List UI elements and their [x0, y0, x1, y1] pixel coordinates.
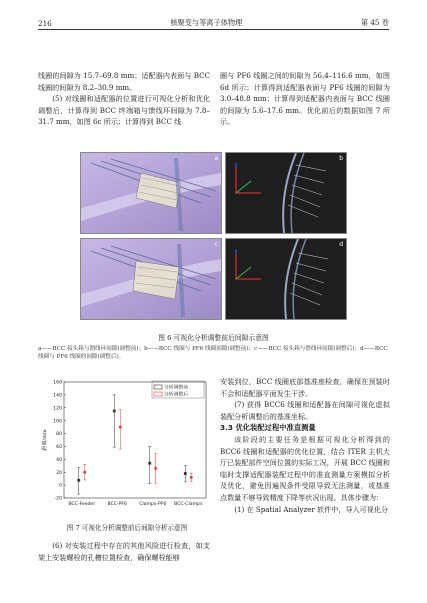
paragraph: (5) 对线圈和适配器的位置进行可视化分析和优化调整后，计算得到 BCC 终端箱与馈线环间隙为 7.8–31.7 mm，如图 6c 所示；计算得到 BCC 线 [38, 94, 210, 127]
y-tick-label: 40 [56, 457, 62, 463]
figure-panel-d [225, 238, 347, 320]
panel-label: d [339, 241, 343, 248]
cad-render-b [226, 153, 346, 233]
paragraph: 该阶段的主要任务是根据可视化分析得到的 BCC6 线圈和适配器的优化位置，结合 ITER 主机大厅已装配部件空间位置的实际工况，开展 BCC 线圈和临时支撑适配器装配过程中的准直测量方案模拟分析及优化，避免因遍视条件受限导致无法测量，或基准点数量不够导致精度下降等状况出现。具体步骤为： [220, 434, 390, 502]
x-tick-label: BCC-Clamps [174, 502, 203, 507]
paragraph: 线圈的间隙为 15.7–69.8 mm；适配器内表面与 BCC 线圈的间隙为 8.2–30.9 mm。 [38, 71, 210, 92]
running-header [38, 14, 389, 28]
y-tick-label: 0 [59, 483, 62, 489]
paragraph: (7) 获得 BCC6 线圈和适配器在间隙可视化虚拟装配分析调整后的基准坐标。 [220, 400, 390, 421]
y-tick-label: 60 [56, 445, 62, 451]
y-tick-label: 20 [56, 470, 62, 476]
data-point [119, 426, 122, 429]
journal-title: 核聚变与等离子体物理 [170, 18, 243, 27]
section-heading: 3.3 优化装配过程中准直测量 [220, 423, 316, 433]
figure-6-subcaption: a——BCC 接头箱与馈线环间隙(调整前)；b——BCC 线圈与 PF6 线圈间隙(调整前)；c——BCC 接头箱与馈线环间隙(调整后)；d——BCC 线圈与 PF6 线圈的间隙(调整后)。 [38, 346, 388, 361]
left-column-bottom [38, 540, 210, 563]
data-point [148, 462, 151, 465]
x-tick-label: BCC-Feeder [68, 502, 96, 507]
y-tick-label: 160 [53, 380, 62, 386]
right-column-bottom [220, 376, 390, 515]
y-tick-label: 100 [53, 419, 62, 425]
figure-7-caption: 图 7 可视化分析调整前后间隙分析示意图 [66, 524, 188, 532]
cad-render-c [81, 239, 221, 319]
header-rule [38, 29, 389, 30]
y-tick-label: 140 [53, 393, 62, 399]
x-tick-label: Clamps-PF6 [139, 502, 167, 507]
y-tick-label: 120 [53, 406, 62, 412]
cad-render-d [226, 239, 346, 319]
paragraph: (6) 对安装过程中存在的其他风险进行检查，如支架上安装螺栓的孔槽位置检查，确保螺栓能够 [38, 541, 210, 562]
figure-panel-a [80, 152, 222, 234]
data-point [184, 472, 187, 475]
legend-label: 分析调整后 [164, 392, 188, 398]
paragraph: 安装到位，BCC 线圈底部基准座检查，确保在预装时不会和适配器平面发生干涉。 [220, 377, 390, 398]
figure-6-caption: 图 6 可视化分析调整前后间隙示意图 [158, 334, 269, 342]
cad-render-a [81, 153, 221, 233]
figure-panel-c [80, 238, 222, 320]
panel-label: b [339, 155, 343, 162]
data-point [83, 471, 86, 474]
page-number: 216 [38, 19, 52, 28]
data-point [190, 476, 193, 479]
x-tick-label: BCC-PF6 [107, 502, 127, 507]
right-column-top [220, 70, 390, 128]
figure-7-chart [38, 376, 216, 518]
left-column-top [38, 70, 210, 128]
paragraph: (1) 在 Spatial Analyzer 软件中，导入可视化分 [234, 504, 389, 514]
plot-frame [64, 382, 206, 498]
legend-label: 分析调整前 [164, 385, 188, 391]
panel-label: a [214, 155, 218, 162]
volume-label: 第 45 卷 [360, 18, 389, 27]
y-tick-label: 80 [56, 432, 62, 438]
data-point [154, 467, 157, 470]
figure-6 [80, 152, 345, 320]
panel-label: c [214, 241, 218, 248]
data-point [113, 410, 116, 413]
y-axis-label: 距离/mm [42, 429, 48, 451]
data-point [77, 479, 80, 482]
paragraph: 圈与 PF6 线圈之间的间隙为 56.4–116.6 mm，如图 6d 所示；计算得到适配器表面与 PF6 线圈的间隙为 3.0–48.8 mm；计算得到适配器内表面与 BCC 线圈的间隙为 5.6–17.6 mm。优化前后的数据如图 7 所示。 [220, 71, 390, 127]
legend-swatch [154, 385, 162, 389]
legend-swatch [154, 392, 162, 396]
figure-panel-b [225, 152, 347, 234]
y-tick-label: -20 [54, 496, 62, 502]
